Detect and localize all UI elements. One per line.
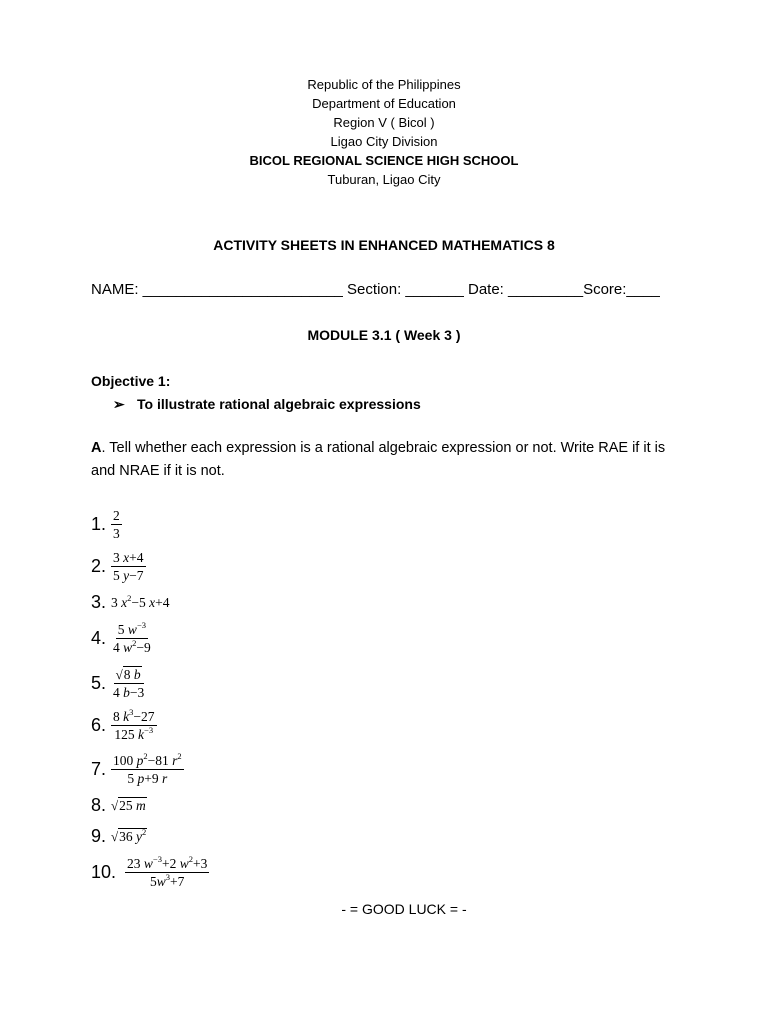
item-number: 9. [91,826,107,846]
expression: $\frac{5 w^{-3}}{4 w^2-9}$ [113,620,151,655]
list-item [91,826,147,847]
list-item [91,709,157,742]
list-item [91,753,184,786]
objective-text: To illustrate rational algebraic expressions [137,396,421,412]
expression: 3 $x^2-5$ x+4 [111,592,170,610]
item-number: 5. [91,672,107,693]
header-block [0,75,768,189]
expression: $\frac{100 p^2-81 r^2}{5 p+9 r}$ [113,751,182,786]
instruction-letter: A [91,440,102,456]
instruction-text: . Tell whether each expression is a rational algebraic expression or not. Write RAE if it is and NRAE if it is not. [91,440,666,479]
header-region: Region V ( Bicol ) [333,115,435,130]
document-title: ACTIVITY SHEETS IN ENHANCED MATHEMATICS 8 [213,237,555,253]
instruction-paragraph [91,437,691,483]
item-number: 2. [91,556,107,576]
footer-good-luck: - = GOOD LUCK = - [341,901,467,917]
header-division: Ligao City Division [330,134,438,149]
list-item [91,622,153,655]
expression: $\frac{2}{3}$ [113,508,120,541]
module-heading: MODULE 3.1 ( Week 3 ) [307,327,461,343]
objective-bullet [113,396,421,413]
expression: $\frac{3 x+4}{5 y-7}$ [113,550,144,583]
expression: $\frac{8 k^3-27}{125 k^{-3}}$ [113,707,155,742]
header-department: Department of Education [312,96,456,111]
item-number: 3. [91,592,107,612]
list-item [91,666,146,700]
list-item [91,592,170,613]
list-item [91,508,122,541]
item-number: 1. [91,514,107,534]
expression: √ 8 b 4 b−3 [113,667,145,700]
item-number: 4. [91,628,107,648]
item-number: 8. [91,795,107,815]
item-number: 6. [91,715,107,735]
expression: $\frac{23 w^{-3}+2 w^2+3}{5w^3+7}$ [127,854,208,889]
header-school: BICOL REGIONAL SCIENCE HIGH SCHOOL [249,153,519,168]
item-number: 7. [91,759,107,779]
header-address: Tuburan, Ligao City [327,172,441,187]
arrow-bullet-icon: ➢ [113,396,125,412]
list-item [91,795,147,816]
objective-label: Objective 1: [91,373,171,389]
header-republic: Republic of the Philippines [307,77,461,92]
list-item [91,856,209,889]
expression: √ 25 m [111,798,146,813]
name-section-date-score-line: NAME: ________________________ Section: _______ Date: _________Score:____ [91,281,660,298]
item-number: 10. [91,862,117,882]
expression: √ 36 $y^2$ [111,827,147,844]
list-item [91,550,146,583]
